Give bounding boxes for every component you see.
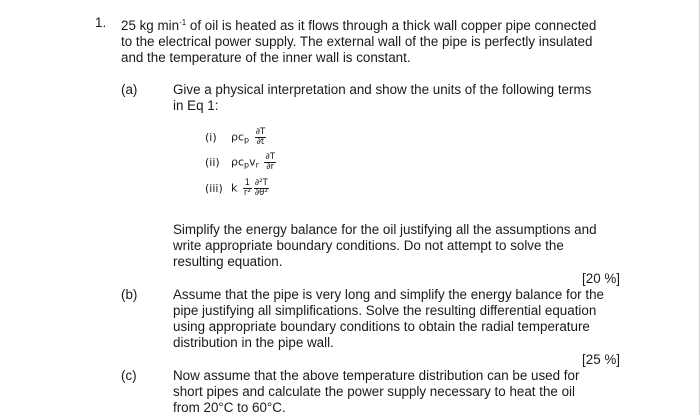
part-b-label: (b) — [121, 287, 138, 302]
part-a-marks: [20 %] — [582, 271, 620, 286]
intro-line-1-sup: -1 — [179, 18, 187, 27]
term-iii-frac1-den: r² — [243, 188, 251, 198]
part-b-line-4: distribution in the pipe wall. — [173, 335, 334, 350]
part-b-line-3: using appropriate boundary conditions to obtain the radial temperature — [173, 319, 590, 334]
intro-line-1 — [121, 15, 641, 34]
simplify-line-1: Simplify the energy balance for the oil justifying all the assumptions and — [173, 222, 597, 237]
term-ii-sub: p — [244, 160, 250, 170]
part-c-text — [173, 368, 643, 416]
term-ii-num: ∂T — [265, 152, 276, 162]
part-c-label: (c) — [121, 368, 137, 383]
part-a-simplify — [173, 222, 643, 270]
intro-line-1-b: of oil is heated as it flows through a thick wall copper pipe connected — [186, 18, 597, 33]
term-i-fraction — [255, 128, 267, 147]
term-ii-den: ∂r — [266, 162, 275, 172]
term-ii — [205, 153, 276, 174]
term-i-label: (i) — [205, 130, 217, 144]
term-i-coef: ρc — [231, 130, 245, 144]
term-i-den: ∂t — [256, 137, 265, 147]
intro-line-1-a: 25 kg min — [121, 18, 180, 33]
term-iii — [205, 179, 269, 198]
term-iii-fraction-2 — [254, 179, 269, 198]
term-ii-coef: ρc — [231, 155, 245, 169]
part-b-text — [173, 287, 643, 351]
term-iii-den: ∂θ² — [254, 188, 268, 198]
term-i-num: ∂T — [255, 127, 266, 137]
part-a-line-1: Give a physical interpretation and show the units of the following terms — [173, 82, 592, 97]
simplify-line-3: resulting equation. — [173, 254, 283, 269]
term-i-sub: p — [244, 135, 250, 145]
intro-line-3: and the temperature of the inner wall is constant. — [121, 50, 411, 65]
part-a-line-2: in Eq 1: — [173, 98, 219, 113]
simplify-line-2: write appropriate boundary conditions. Do not attempt to solve the — [173, 238, 564, 253]
term-iii-frac1-num: 1 — [244, 178, 251, 188]
term-ii-fraction — [264, 153, 276, 172]
part-c-line-1: Now assume that the above temperature distribution can be used for — [173, 368, 580, 383]
question-number: 1. — [95, 15, 107, 30]
term-ii-label: (ii) — [205, 155, 220, 169]
term-iii-coef: k — [231, 181, 238, 195]
part-b-marks: [25 %] — [582, 352, 620, 367]
part-b-line-1: Assume that the pipe is very long and simplify the energy balance for the — [173, 287, 604, 302]
intro-line-2: to the electrical power supply. The external wall of the pipe is perfectly insulated — [121, 34, 593, 49]
term-iii-fraction-1 — [243, 179, 252, 198]
part-c-line-2: short pipes and calculate the power supply necessary to heat the oil — [173, 384, 575, 399]
term-ii-extra: v — [249, 155, 256, 169]
term-ii-extra-sub: r — [255, 160, 259, 170]
part-b-line-2: pipe justifying all simplifications. Solve the resulting differential equation — [173, 303, 597, 318]
term-i — [205, 128, 266, 149]
question-intro — [121, 15, 641, 66]
term-iii-num: ∂²T — [254, 178, 268, 188]
part-a-text — [173, 82, 643, 114]
part-a-label: (a) — [121, 82, 138, 97]
part-c-line-3: from 20°C to 60°C. — [173, 400, 286, 415]
term-iii-label: (iii) — [205, 181, 223, 195]
